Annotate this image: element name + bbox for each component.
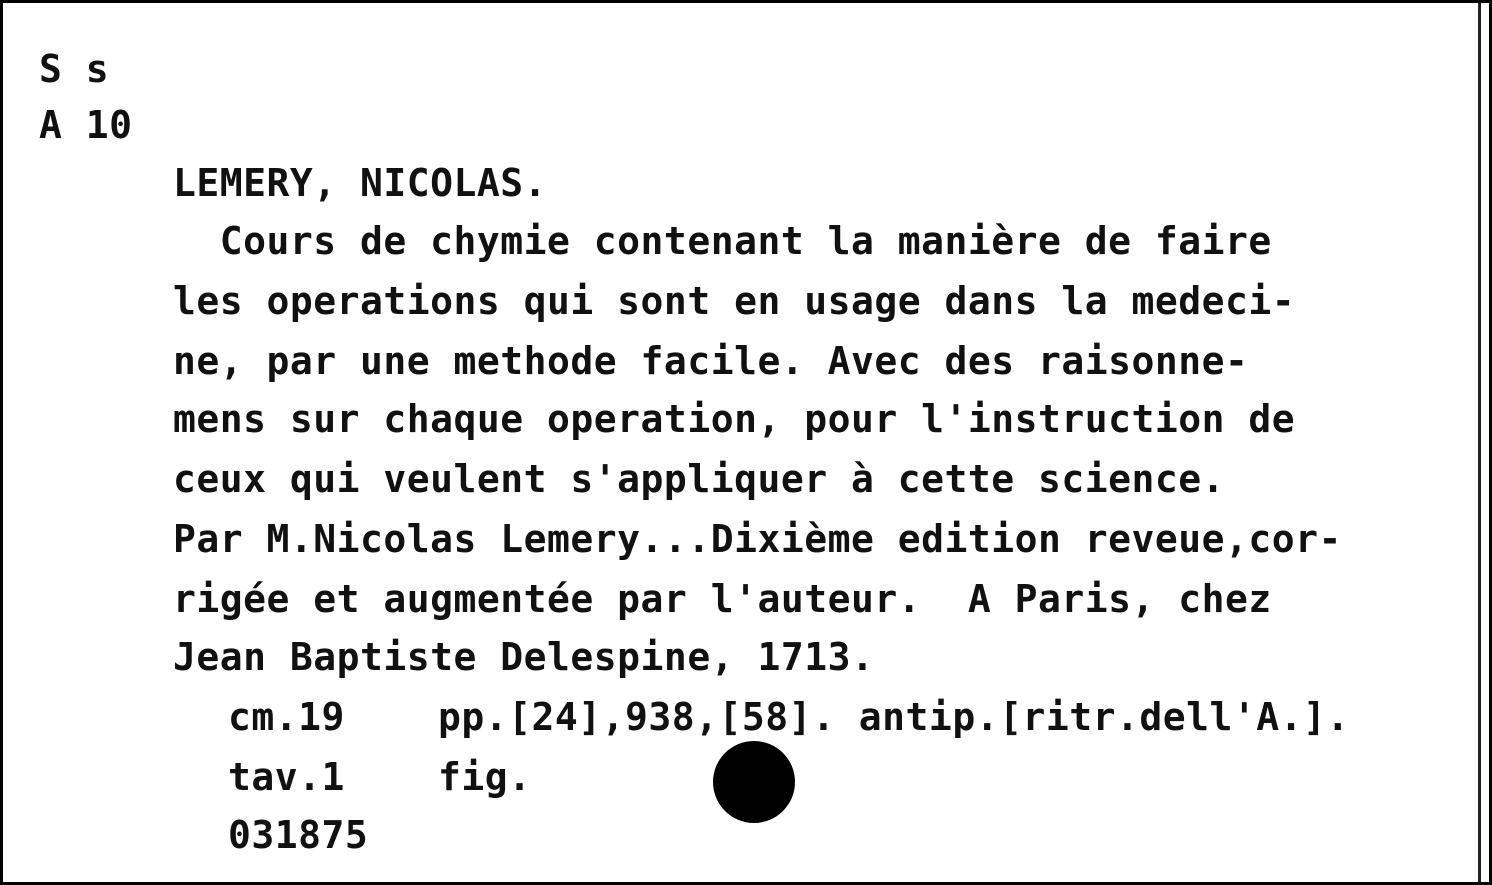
title-line: Cours de chymie contenant la manière de faire xyxy=(173,219,1272,263)
collation-plates: tav.1 xyxy=(228,755,345,799)
title-line: Par M.Nicolas Lemery...Dixième edition reveue,cor- xyxy=(173,517,1342,561)
collation-pages: pp.[24],938,[58]. antip.[ritr.dell'A.]. xyxy=(438,695,1350,739)
title-line: les operations qui sont en usage dans la medeci- xyxy=(173,279,1296,323)
title-line: ceux qui veulent s'appliquer à cette science. xyxy=(173,457,1226,501)
title-line: ne, par une methode facile. Avec des raisonne- xyxy=(173,339,1249,383)
title-line: Jean Baptiste Delespine, 1713. xyxy=(173,635,875,679)
author-heading: LEMERY, NICOLAS. xyxy=(173,161,548,205)
punch-hole xyxy=(713,741,795,823)
title-line: mens sur chaque operation, pour l'instruction de xyxy=(173,397,1296,441)
call-number-line-1: S s xyxy=(39,47,110,91)
card-number: 031875 xyxy=(228,813,369,857)
collation-size: cm.19 xyxy=(228,695,345,739)
card-edge xyxy=(1478,3,1481,882)
call-number-line-2: A 10 xyxy=(39,103,133,147)
collation-illus: fig. xyxy=(438,755,532,799)
title-line: rigée et augmentée par l'auteur. A Paris, chez xyxy=(173,577,1272,621)
